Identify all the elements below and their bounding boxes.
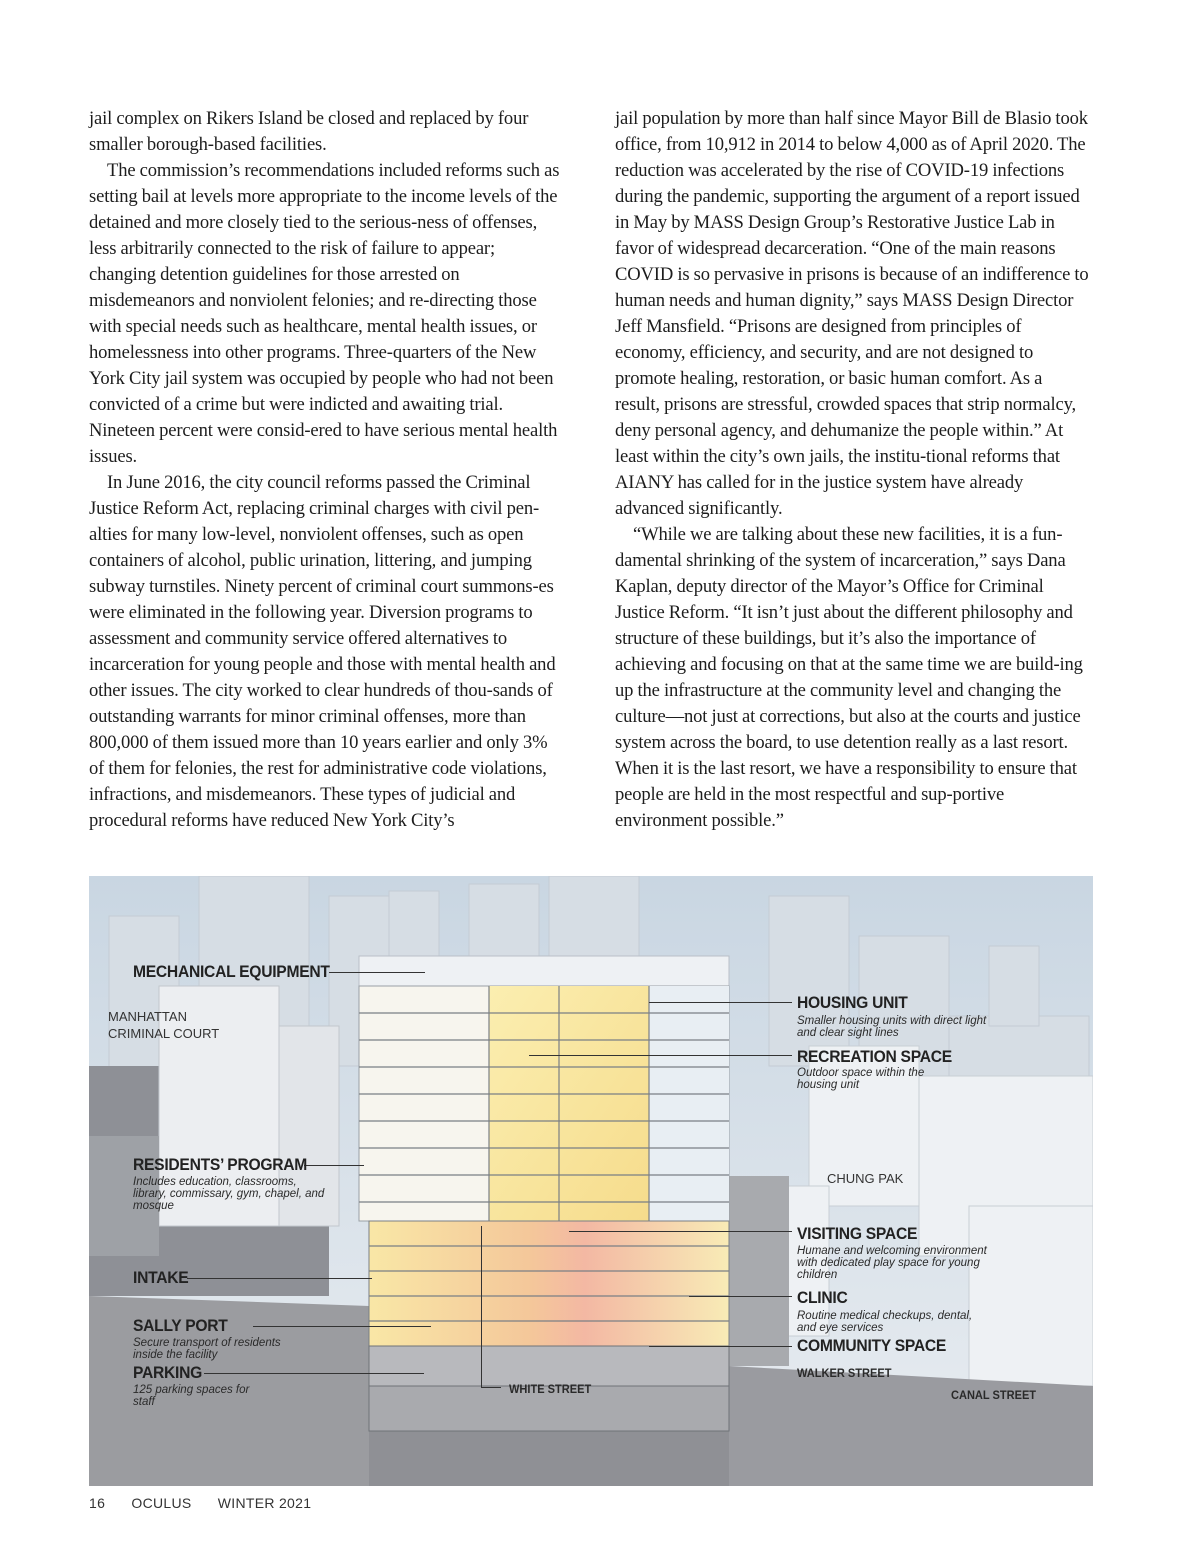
leader-line <box>329 972 425 973</box>
leader-line <box>304 1165 364 1166</box>
label-intake: INTAKE <box>133 1268 189 1287</box>
page-footer <box>89 1495 333 1511</box>
label-walker-street: WALKER STREET <box>797 1366 892 1380</box>
chung-pak-building <box>729 1176 789 1366</box>
article-column-right <box>615 106 1091 834</box>
label-visiting-space-desc: Humane and welcoming environment with dedicated play space for young children <box>797 1245 987 1281</box>
paragraph: jail complex on Rikers Island be closed and replaced by four smaller borough-based facilities. <box>89 108 529 155</box>
paragraph: In June 2016, the city council reforms passed the Criminal Justice Reform Act, replacing criminal charges with civil pen-alties for many low-level, nonviolent offenses, such as open containers of alcohol, public urination, littering, and jumping subway turnstiles. Ninety percent of criminal court summons-es were eliminated in the following year. Diversion programs to assessment and community service offered alternatives to incarceration for young people and those with mental health and other issues. The city worked to clear hundreds of thou-sands of outstanding warrants for minor criminal offenses, more than 800,000 of them issued more than 10 years earlier and only 3% of them for felonies, the rest for administrative code violations, infractions, and misdemeanors. These types of judicial and procedural reforms have reduced New York City’s <box>89 472 556 831</box>
page-number: 16 <box>89 1495 106 1511</box>
label-white-street: WHITE STREET <box>509 1382 592 1396</box>
article-column-left <box>89 106 565 834</box>
leader-line <box>569 1231 792 1232</box>
label-recreation-space: RECREATION SPACE <box>797 1047 952 1066</box>
label-residents-program: RESIDENTS’ PROGRAM <box>133 1155 308 1174</box>
leader-line <box>481 1387 501 1388</box>
label-residents-program-desc: Includes education, classrooms, library, commissary, gym, chapel, and mosque <box>133 1176 325 1212</box>
label-parking: PARKING <box>133 1363 203 1382</box>
label-visiting-space: VISITING SPACE <box>797 1224 918 1243</box>
ground-right <box>729 1366 1093 1486</box>
jail-tower <box>359 956 729 1431</box>
paragraph: jail population by more than half since Mayor Bill de Blasio took office, from 10,912 in 2014 to below 4,000 as of April 2020. The reduction was accelerated by the rise of COVID-19 infections during the pandemic, supporting the argument of a report issued in May by MASS Design Group’s Restorative Justice Lab in favor of widespread decarceration. “One of the main reasons COVID is so pervasive in prisons is because of an indifference to human needs and human dignity,” says MASS Design Director Jeff Mansfield. “Prisons are designed from principles of economy, efficiency, and security, and are not designed to promote healing, restoration, or basic human comfort. As a result, prisons are stressful, crowded spaces that strip normalcy, deny personal agency, and dehumanize the people within.” At least within the city’s own jails, the institu-tional reforms that AIANY has called for in the justice system have already advanced significantly. <box>615 108 1089 519</box>
paragraph: “While we are talking about these new facilities, it is a fun-damental shrinking of the system of incarceration,” says Dana Kaplan, deputy director of the Mayor’s Office for Criminal Justice Reform. “It isn’t just about the different philosophy and structure of these buildings, but it’s also the importance of achieving and focusing on that at the same time we are build-ing up the infrastructure at the community level and changing the culture—not just at corrections, but also at the courts and justice system across the board, to use detention really as a last resort. When it is the last resort, we have a responsibility to ensure that people are held in the most respectful and sup-portive environment possible.” <box>615 524 1083 831</box>
leader-line <box>253 1326 431 1327</box>
label-canal-street: CANAL STREET <box>951 1388 1037 1402</box>
publication-name: OCULUS <box>131 1495 192 1511</box>
label-housing-unit-desc: Smaller housing units with direct light and clear sight lines <box>797 1015 987 1039</box>
label-sally-port: SALLY PORT <box>133 1316 228 1335</box>
leader-line <box>529 1055 792 1056</box>
label-community-space: COMMUNITY SPACE <box>797 1336 947 1355</box>
leader-line <box>204 1373 424 1374</box>
label-recreation-space-desc: Outdoor space within the housing unit <box>797 1067 925 1091</box>
paragraph: The commission’s recommendations included reforms such as setting bail at levels more appropriate to the income levels of the detained and more closely tied to the serious-ness of offenses, less arbitrarily connected to the risk of failure to appear; changing detention guidelines for those arrested on misdemeanors and nonviolent felonies; and re-directing those with special needs such as healthcare, mental health issues, or homelessness into other programs. Three-quarters of the New York City jail system was occupied by people who had not been convicted of a crime but were indicted and awaiting trial. Nineteen percent were consid-ered to have serious mental health issues. <box>89 160 560 467</box>
leader-line <box>481 1226 482 1388</box>
issue-date: WINTER 2021 <box>217 1495 312 1511</box>
leader-line <box>649 1002 792 1003</box>
building-section-illustration <box>89 876 1093 1486</box>
label-sally-port-desc: Secure transport of residents inside the facility <box>133 1337 281 1361</box>
label-mechanical-equipment: MECHANICAL EQUIPMENT <box>133 962 330 981</box>
leader-line <box>649 1346 792 1347</box>
leader-line <box>187 1278 372 1279</box>
label-clinic: CLINIC <box>797 1288 848 1307</box>
leader-line <box>689 1296 792 1297</box>
label-housing-unit: HOUSING UNIT <box>797 993 908 1012</box>
label-chung-pak: CHUNG PAK <box>827 1171 904 1186</box>
label-parking-desc: 125 parking spaces for staff <box>133 1384 250 1408</box>
label-clinic-desc: Routine medical checkups, dental, and eye services <box>797 1310 973 1334</box>
label-manhattan-court: MANHATTAN CRIMINAL COURT <box>108 1009 220 1041</box>
